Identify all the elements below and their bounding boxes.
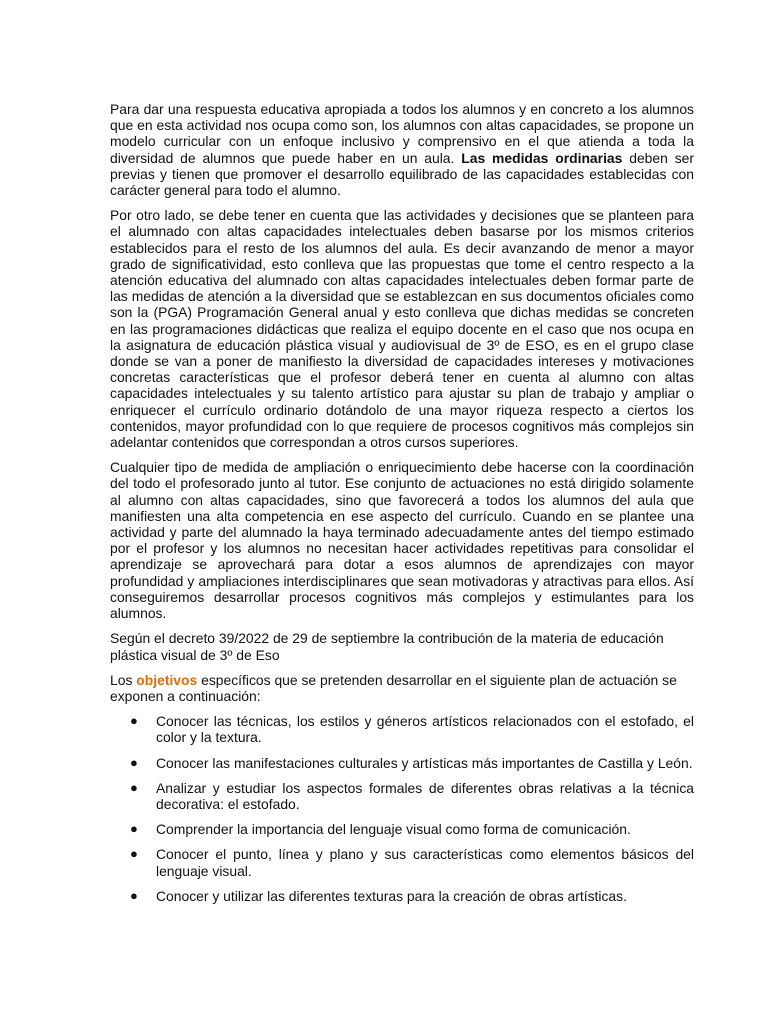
- paragraph-intro: [110, 101, 694, 198]
- paragraph-criteria: Por otro lado, se debe tener en cuenta que las actividades y decisiones que se planteen para el alumnado con altas capacidades intelectuales deben basarse por los mismos criterios establecidos para el resto de los alumnos del aula. Es decir avanzando de menor a mayor grado de significatividad, esto conlleva que las propuestas que tome el centro respecto a la atención educativa del alumnado con altas capacidades intelectuales deben formar parte de las medidas de atención a la diversidad que se establezcan en sus documentos oficiales como son la (PGA) Programación General anual y esto conlleva que dichas medidas se concreten en las programaciones didácticas que realiza el equipo docente en el caso que nos ocupa en la asignatura de educación plástica visual y audiovisual de 3º de ESO, es en el grupo clase donde se van a poner de manifiesto la diversidad de capacidades intereses y motivaciones concretas características que el profesor deberá tener en cuenta al alumno con altas capacidades intelectuales y su talento artístico para ajustar su plan de trabajo y ampliar o enriquecer el currículo ordinario dotándolo de una mayor riqueza respecto a ciertos los contenidos, mayor profundidad con lo que requiere de procesos cognitivos más complejos sin adelantar contenidos que correspondan a otros cursos superiores.: [110, 207, 694, 451]
- ordinary-measures-bold-term: Las medidas ordinarias: [461, 149, 623, 166]
- objectives-intro-text-start: Los: [110, 671, 137, 688]
- document-page: [110, 101, 694, 913]
- objective-text: Comprender la importancia del lenguaje visual como forma de comunicación.: [156, 821, 631, 838]
- bullet-icon: ●: [130, 754, 138, 770]
- list-item: [110, 821, 694, 837]
- list-item: [110, 846, 694, 878]
- objective-text: Conocer y utilizar las diferentes texturas para la creación de obras artísticas.: [156, 887, 627, 904]
- objective-text: Analizar y estudiar los aspectos formales de diferentes obras relativas a la técnica decorativa: el estofado.: [156, 779, 694, 812]
- list-item: [110, 713, 694, 745]
- bullet-icon: ●: [130, 713, 138, 729]
- paragraph-intro-text-end: deben ser previas y tienen que promover el desarrollo equilibrado de las capacidades establecidas con carácter general para todo el alumno.: [110, 149, 695, 199]
- objective-text: Conocer el punto, línea y plano y sus características como elementos básicos del lenguaje visual.: [156, 846, 694, 879]
- bullet-icon: ●: [130, 887, 138, 903]
- bullet-icon: ●: [130, 821, 138, 837]
- list-item: [110, 780, 694, 812]
- objective-text: Conocer las manifestaciones culturales y artísticas más importantes de Castilla y León.: [156, 754, 693, 771]
- list-item: [110, 755, 694, 771]
- list-item: [110, 888, 694, 904]
- bullet-icon: ●: [130, 846, 138, 862]
- objectives-list: [110, 713, 694, 904]
- paragraph-objectives-intro: [110, 672, 694, 704]
- paragraph-intro-text-start: Para dar una respuesta educativa apropiada a todos los alumnos y en concreto a los alumnos que en esta actividad nos ocupa como son, los alumnos con altas capacidades, se propone un modelo curricular con un enfoque inclusivo y comprensivo en el que atienda a toda la diversidad de alumnos que puede haber en un aula.: [110, 101, 694, 166]
- paragraph-coordination: Cualquier tipo de medida de ampliación o enriquecimiento debe hacerse con la coordinación del todo el profesorado junto al tutor. Ese conjunto de actuaciones no está dirigido solamente al alumno con altas capacidades, sino que favorecerá a todos los alumnos del aula que manifiesten una alta competencia en ese aspecto del currículo. Cuando en se plantee una actividad y parte del alumnado la haya terminado adecuadamente antes del tiempo estimado por el profesor y los alumnos no necesitan hacer actividades repetitivas para consolidar el aprendizaje se aprovechará para dotar a esos alumnos de aprendizajes con mayor profundidad y ampliaciones interdisciplinares que sean motivadoras y atractivas para ellos. Así conseguiremos desarrollar procesos cognitivos más complejos y estimulantes para los alumnos.: [110, 459, 694, 622]
- paragraph-decree: Según el decreto 39/2022 de 29 de septiembre la contribución de la materia de educación plástica visual de 3º de Eso: [110, 630, 664, 663]
- objective-text: Conocer las técnicas, los estilos y géneros artísticos relacionados con el estofado, el color y la textura.: [156, 713, 694, 746]
- objectives-highlight-term: objetivos: [136, 671, 198, 688]
- bullet-icon: ●: [130, 779, 138, 795]
- objectives-intro-text-end: específicos que se pretenden desarrollar en el siguiente plan de actuación se exponen a continuación:: [110, 671, 677, 704]
